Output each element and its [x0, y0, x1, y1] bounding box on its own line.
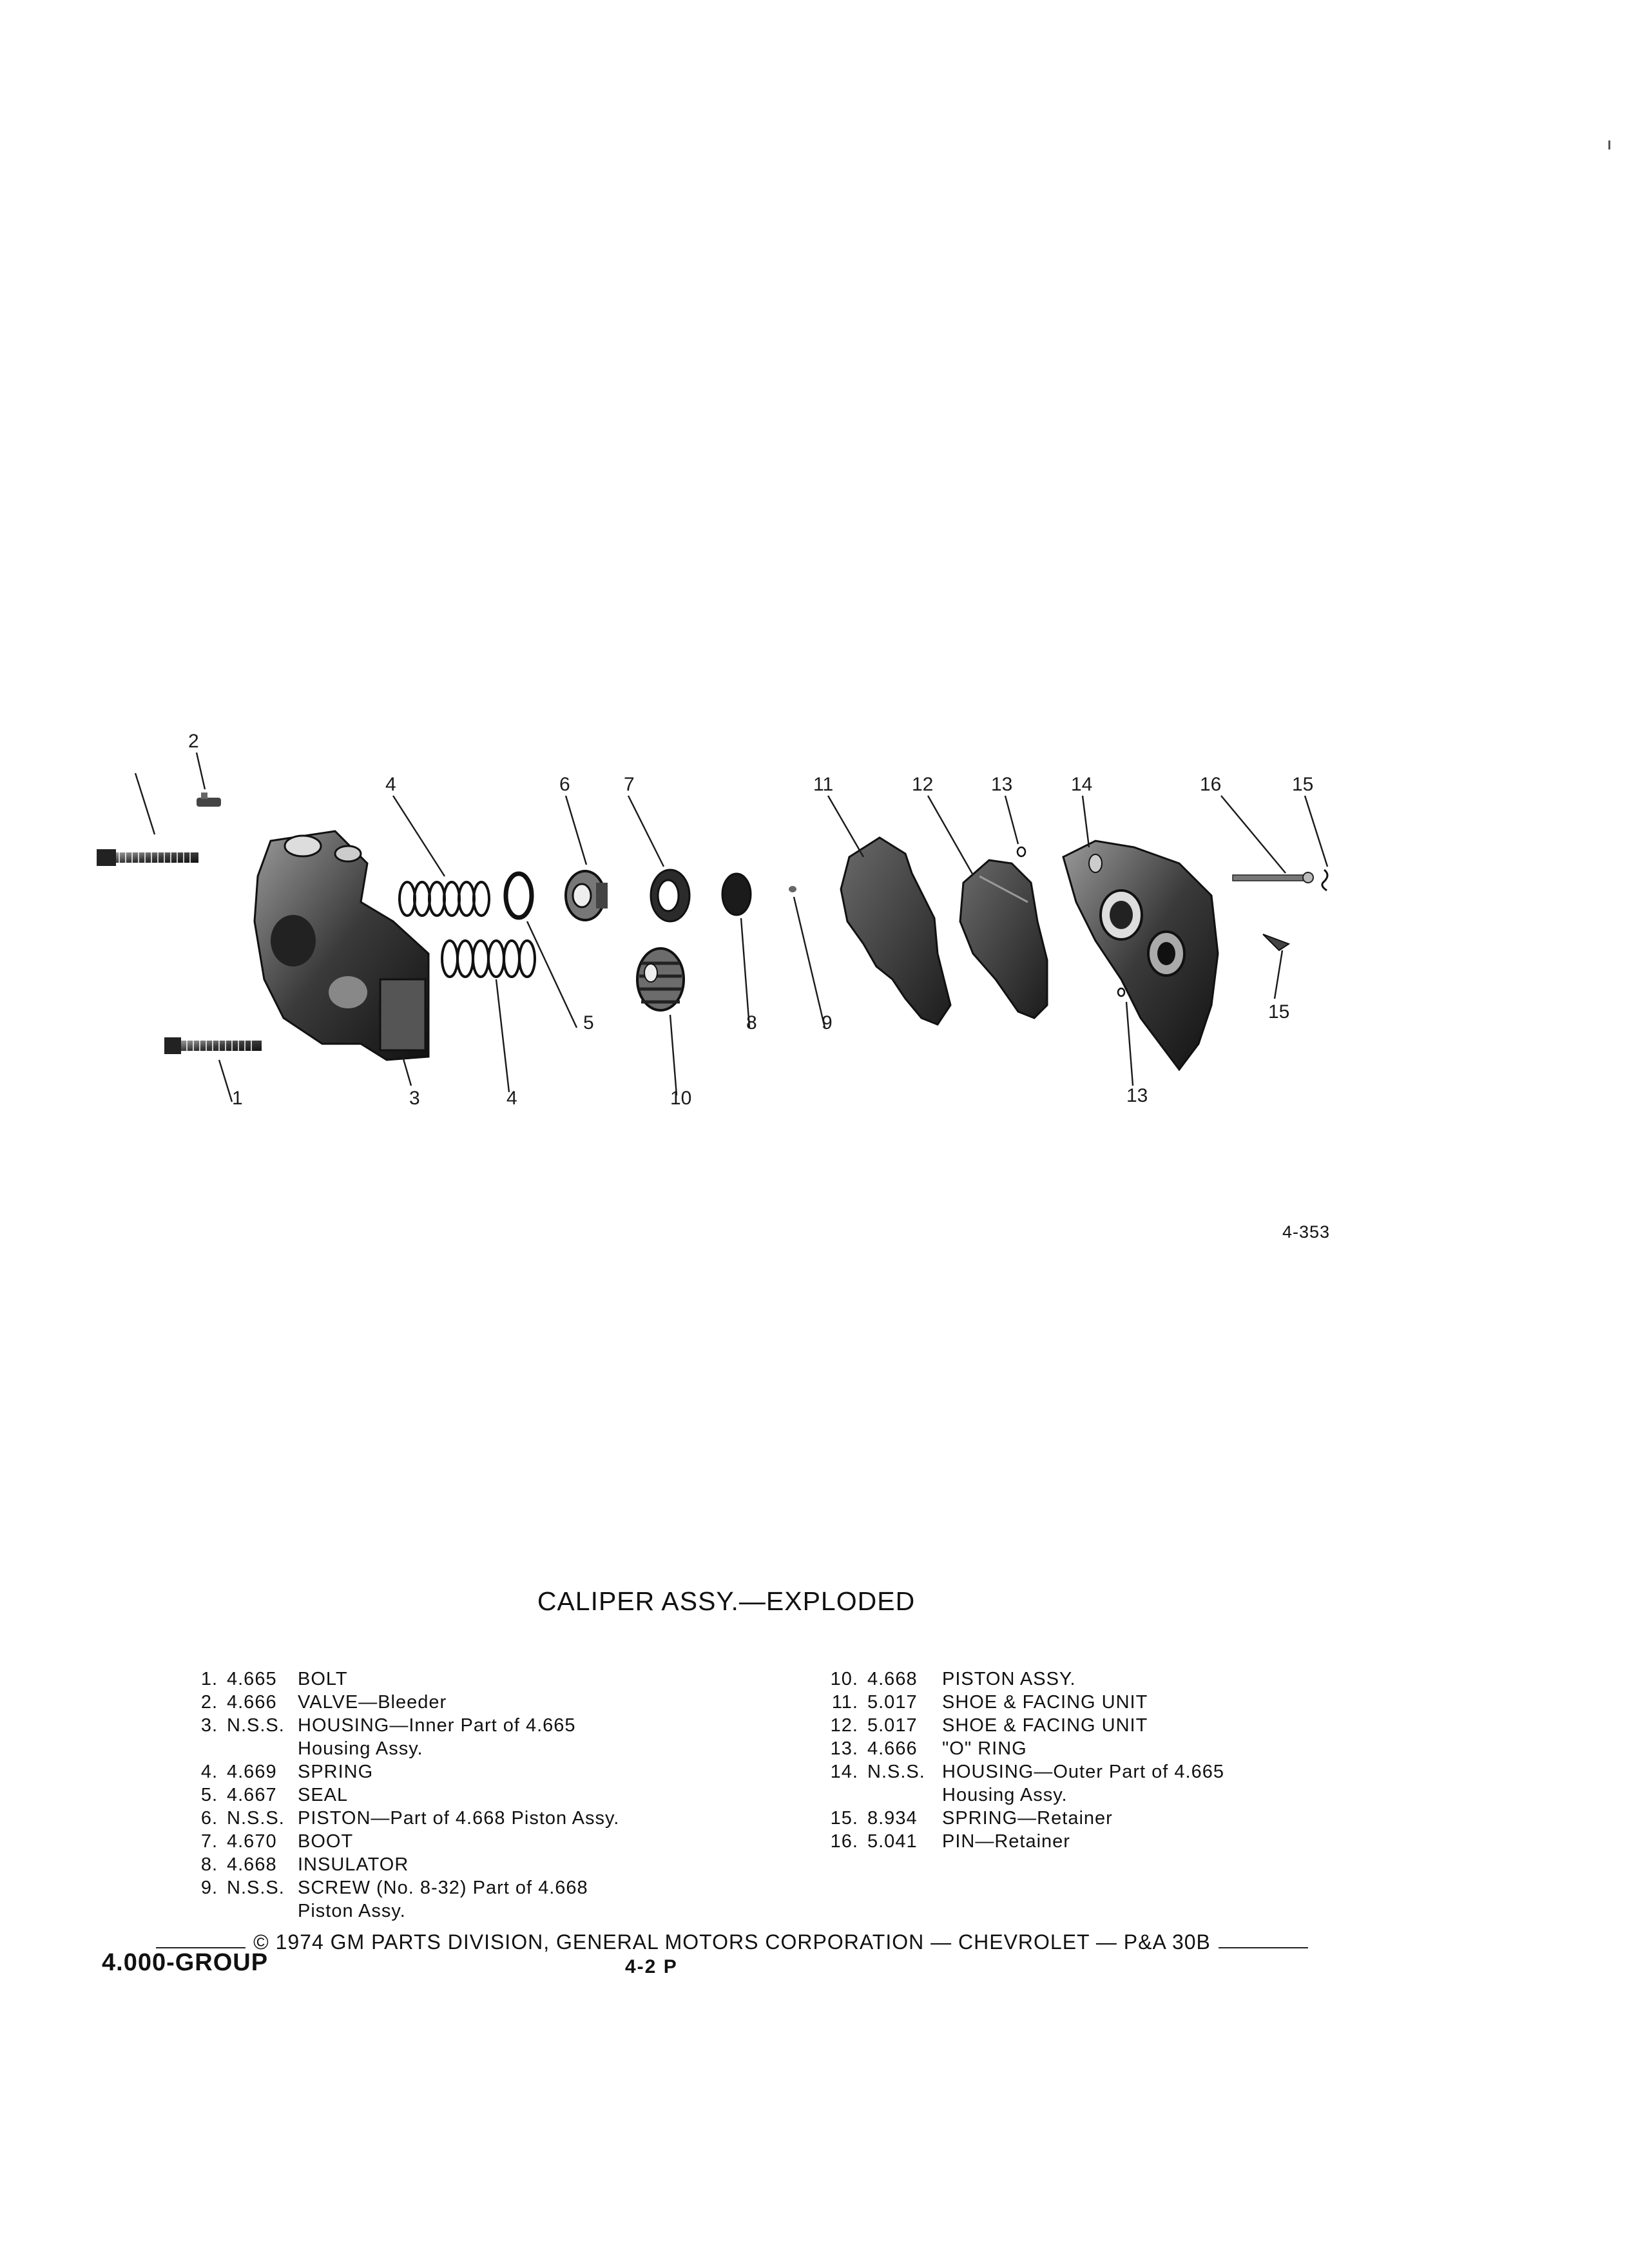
list-item: 16. 5.041 PIN—Retainer: [830, 1831, 1070, 1852]
callout-4-upper: 4: [385, 774, 396, 795]
callout-7: 7: [624, 774, 635, 795]
list-item: 3. N.S.S. HOUSING—Inner Part of 4.665: [200, 1715, 576, 1736]
list-item: 7. 4.670 BOOT: [200, 1831, 354, 1852]
bolt-lower: [164, 1037, 262, 1054]
leader-5: [527, 921, 577, 1028]
leader-11: [828, 796, 863, 857]
boot: [651, 870, 689, 921]
leader-14: [1083, 796, 1089, 847]
leader-3: [403, 1057, 411, 1086]
leader-1b: [219, 1060, 232, 1102]
spring-retainer-upper: [1322, 870, 1327, 890]
leader-13b: [1126, 1002, 1133, 1086]
list-item-continuation: Piston Assy.: [298, 1901, 406, 1921]
callout-3: 3: [409, 1088, 420, 1109]
leader-15b: [1275, 950, 1282, 999]
inner-housing: [255, 831, 429, 1060]
list-item: 2. 4.666 VALVE—Bleeder: [200, 1692, 447, 1713]
callout-8: 8: [746, 1012, 757, 1033]
outer-housing: [1063, 841, 1218, 1070]
leader-8: [741, 918, 749, 1028]
bolt-upper: [97, 849, 198, 866]
spring-lower: [442, 941, 535, 977]
list-item: 6. N.S.S. PISTON—Part of 4.668 Piston Assy.: [200, 1808, 620, 1829]
retainer-pin: [1233, 872, 1313, 883]
shoe-facing-unit-outer: [841, 838, 950, 1024]
leader-13a: [1005, 796, 1018, 844]
o-ring-upper: [1017, 847, 1025, 856]
screw: [789, 886, 796, 892]
spring-upper: [400, 882, 489, 916]
leader-15a: [1305, 796, 1327, 867]
list-item-continuation: Housing Assy.: [298, 1738, 423, 1759]
insulator: [722, 874, 751, 915]
callout-4-lower: 4: [506, 1088, 517, 1109]
list-item: 15. 8.934 SPRING—Retainer: [830, 1808, 1113, 1829]
callout-13-upper: 13: [991, 774, 1013, 795]
callout-12: 12: [912, 774, 934, 795]
list-item: 5. 4.667 SEAL: [200, 1785, 349, 1805]
piston: [566, 871, 608, 920]
shoe-facing-unit-inner: [960, 860, 1047, 1018]
figure-title: CALIPER ASSY.—EXPLODED: [537, 1586, 916, 1616]
callout-2: 2: [188, 731, 199, 752]
list-item-continuation: Housing Assy.: [942, 1785, 1068, 1805]
leader-6: [566, 796, 586, 865]
parts-list-left: [173, 1667, 791, 1923]
group-label: 4.000-GROUP: [102, 1949, 269, 1976]
callout-15-upper: 15: [1292, 774, 1314, 795]
leader-7: [628, 796, 664, 867]
callout-5: 5: [583, 1012, 594, 1033]
leader-12: [928, 796, 973, 875]
list-item: 8. 4.668 INSULATOR: [200, 1854, 409, 1875]
list-item: 11. 5.017 SHOE & FACING UNIT: [831, 1692, 1148, 1713]
rule-right: [1219, 1947, 1308, 1948]
callout-14: 14: [1071, 774, 1093, 795]
list-item: 12. 5.017 SHOE & FACING UNIT: [830, 1715, 1148, 1736]
figure-number: 4-353: [1282, 1222, 1331, 1242]
page-number: 4-2 P: [625, 1956, 678, 1977]
piston-assembly: [637, 948, 684, 1010]
leader-2: [197, 753, 205, 789]
callout-6: 6: [559, 774, 570, 795]
list-item: 4. 4.669 SPRING: [200, 1762, 374, 1782]
list-item: 10. 4.668 PISTON ASSY.: [830, 1669, 1076, 1689]
copyright-text: © 1974 GM PARTS DIVISION, GENERAL MOTORS CORPORATION — CHEVROLET — P&A 30B: [253, 1930, 1211, 1954]
callout-9: 9: [822, 1012, 833, 1033]
spring-retainer-lower: [1263, 934, 1289, 950]
leader-1a: [135, 773, 155, 834]
exploded-view-diagram: [0, 709, 1629, 1160]
callout-15-lower: 15: [1268, 1001, 1290, 1023]
rule-left: [156, 1947, 246, 1948]
callout-16: 16: [1200, 774, 1222, 795]
leader-16: [1221, 796, 1286, 873]
callout-1-lower: 1: [232, 1088, 243, 1109]
parts-list-right: [820, 1667, 1464, 1853]
seal: [506, 874, 532, 918]
leader-4a: [393, 796, 445, 876]
leader-10: [670, 1015, 677, 1095]
list-item: 1. 4.665 BOLT: [200, 1669, 348, 1689]
copyright-line: [148, 1930, 1316, 1954]
list-item: 9. N.S.S. SCREW (No. 8-32) Part of 4.668: [200, 1878, 588, 1898]
leader-9: [794, 897, 825, 1028]
callout-10: 10: [670, 1088, 692, 1109]
o-ring-lower: [1118, 988, 1124, 996]
margin-mark: [1608, 140, 1610, 149]
list-item: 13. 4.666 "O" RING: [830, 1738, 1027, 1759]
callout-11: 11: [813, 774, 834, 795]
bleeder-valve: [197, 793, 221, 807]
leader-4b: [496, 979, 509, 1092]
callout-13-lower: 13: [1126, 1085, 1148, 1106]
list-item: 14. N.S.S. HOUSING—Outer Part of 4.665: [830, 1762, 1224, 1782]
